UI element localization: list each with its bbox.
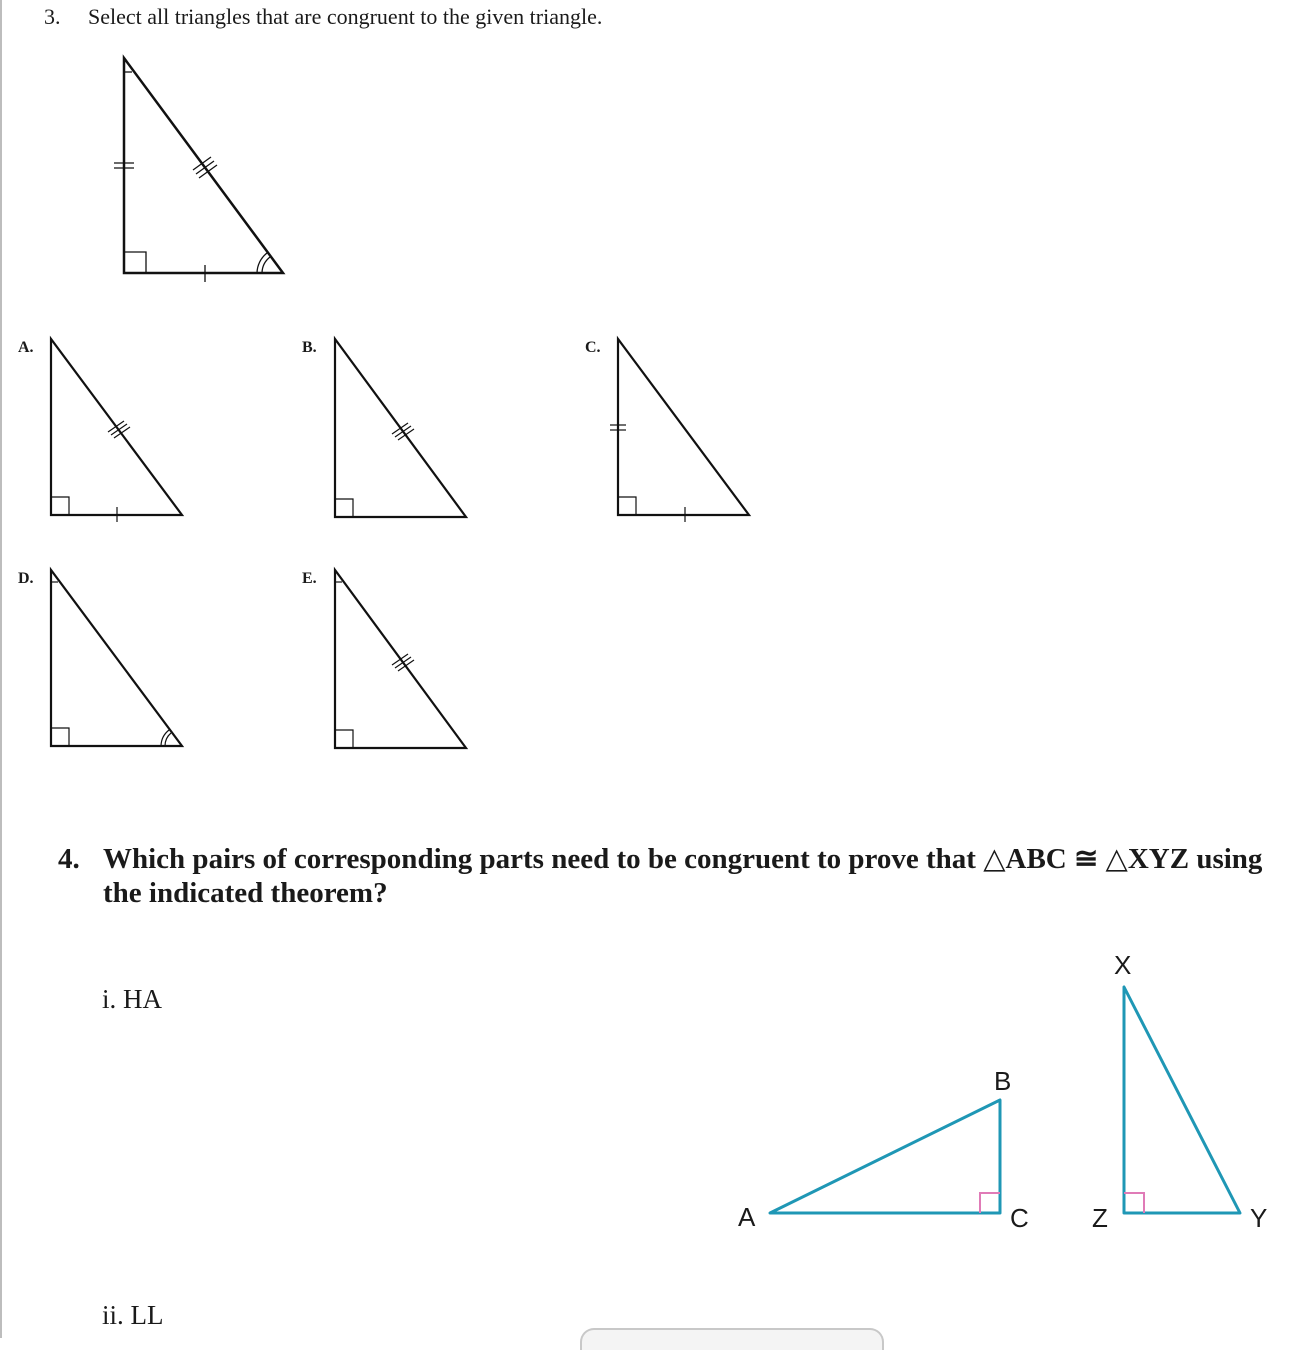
bottom-scroll-handle[interactable]	[580, 1328, 884, 1350]
option-a-label: A.	[18, 339, 34, 356]
point-y-label: Y	[1250, 1203, 1268, 1233]
right-angle-c	[980, 1193, 1000, 1213]
part-ii-label: ii. LL	[102, 1300, 164, 1330]
option-b-label: B.	[302, 339, 317, 356]
question-4-number: 4.	[58, 843, 80, 875]
question-4-text-line2: the indicated theorem?	[103, 877, 388, 909]
right-angle-z	[1124, 1193, 1144, 1213]
question-4-text-line1: Which pairs of corresponding parts need to be congruent to prove that △ABC ≅ △XYZ using	[103, 843, 1263, 875]
triangle-xyz	[1124, 987, 1240, 1213]
point-b-label: B	[994, 1066, 1012, 1096]
option-e-label: E.	[302, 570, 317, 587]
question-3-text: Select all triangles that are congruent to the given triangle.	[88, 4, 603, 29]
triangle-abc	[770, 1100, 1000, 1213]
point-x-label: X	[1114, 950, 1132, 980]
point-z-label: Z	[1092, 1203, 1108, 1233]
option-c-label: C.	[585, 339, 601, 356]
part-i-label: i. HA	[102, 984, 162, 1014]
point-a-label: A	[738, 1202, 756, 1232]
option-d-label: D.	[18, 570, 34, 587]
point-c-label: C	[1010, 1203, 1029, 1233]
question-3-number: 3.	[44, 4, 61, 29]
